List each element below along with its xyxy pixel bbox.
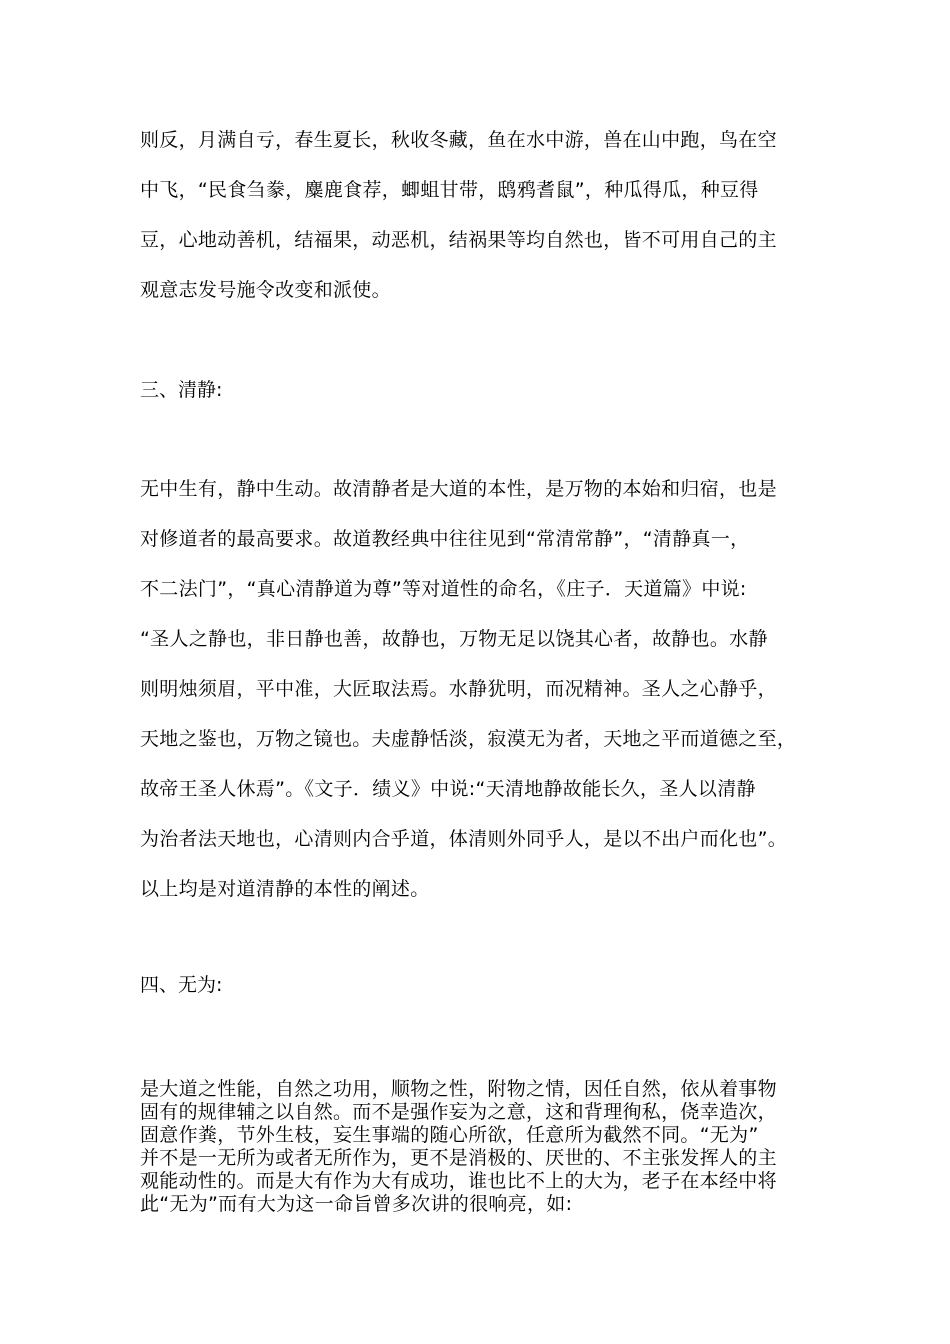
- text-line: 以上均是对道清静的本性的阐述。: [140, 878, 430, 900]
- paragraph-qingjing: [140, 464, 830, 914]
- text-line: 观能动性的。而是大有作为大有成功，谁也比不上的大为，老子在本经中将: [140, 1170, 777, 1192]
- text-line: 固有的规律辅之以自然。而不是强作妄为之意，这和背理徇私，侥幸造次，: [140, 1101, 777, 1123]
- text-line: 豆，心地动善机，结福果，动恶机，结祸果等均自然也，皆不可用自己的主: [140, 229, 777, 251]
- text-line: “圣人之静也，非日静也善，故静也，万物无足以饶其心者，故静也。水静: [140, 628, 768, 650]
- text-line: 并不是一无所为或者无所作为，更不是消极的、厌世的、不主张发挥人的主: [140, 1147, 777, 1169]
- paragraph-nature: [140, 115, 830, 315]
- paragraph-wuwei: [140, 1078, 830, 1216]
- text-line: 无中生有，静中生动。故清静者是大道的本性，是万物的本始和归宿，也是: [140, 478, 777, 500]
- text-line: 不二法门”，“真心清静道为尊”等对道性的命名，《庄子．天道篇》中说:: [140, 578, 747, 600]
- section-heading-qingjing: 三、清静:: [140, 379, 223, 401]
- text-line: 是大道之性能，自然之功用，顺物之性，附物之情，因任自然，依从着事物: [140, 1078, 777, 1100]
- text-line: 此“无为”而有大为这一命旨曾多次讲的很响亮，如:: [140, 1193, 573, 1215]
- text-line: 天地之鉴也，万物之镜也。夫虚静恬淡，寂漠无为者，天地之平而道德之至，: [140, 728, 797, 750]
- section-heading-wuwei: 四、无为:: [140, 974, 223, 996]
- text-line: 对修道者的最高要求。故道教经典中往往见到“常清常静”，“清静真一，: [140, 528, 750, 550]
- text-line: 观意志发号施令改变和派使。: [140, 279, 391, 301]
- text-line: 固意作粪，节外生枝，妄生事端的随心所欲，任意所为截然不同。“无为”: [140, 1124, 759, 1146]
- text-line: 中飞，“民食刍豢，麋鹿食荐，蝍蛆甘带，鸱鸦耆鼠”，种瓜得瓜，种豆得: [140, 179, 759, 201]
- text-line: 则反，月满自亏，春生夏长，秋收冬藏，鱼在水中游，兽在山中跑，鸟在空: [140, 129, 777, 151]
- text-line: 则明烛须眉，平中准，大匠取法焉。水静犹明，而况精神。圣人之心静乎，: [140, 678, 777, 700]
- text-line: 故帝王圣人休焉”。《文子．绩义》中说:“天清地静故能长久，圣人以清静: [140, 778, 756, 800]
- text-line: 为治者法天地也，心清则内合乎道，体清则外同乎人，是以不出户而化也”。: [140, 828, 788, 850]
